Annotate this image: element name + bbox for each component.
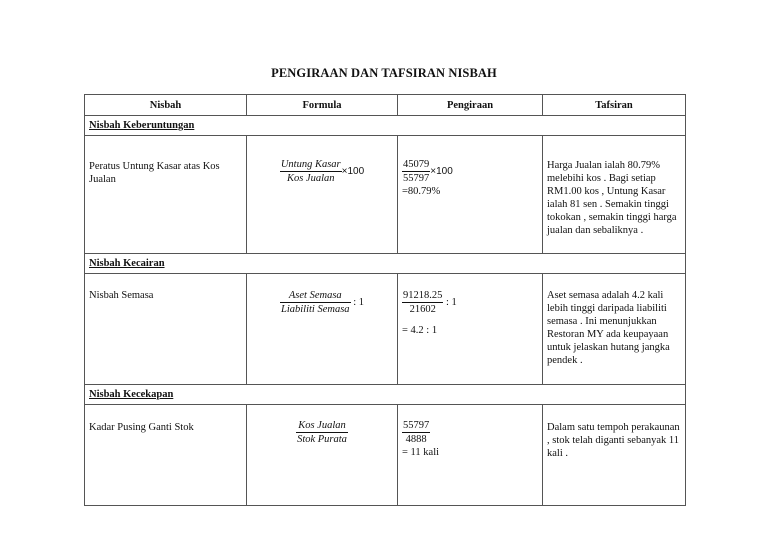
calc-fraction xyxy=(402,419,430,446)
calc-result: = 11 kali xyxy=(402,447,440,458)
ratio-name: Kadar Pusing Ganti Stok xyxy=(85,405,247,506)
formula-fraction xyxy=(296,419,348,446)
formula-fraction xyxy=(280,158,342,185)
formula-fraction xyxy=(280,289,351,316)
tafsiran-text: Aset semasa adalah 4.2 kali lebih tinggi daripada liabiliti semasa . Ini menunjukkan Restoran MY ada keupayaan untuk jelaskan hutang jangka pendek . xyxy=(543,274,686,385)
header-nisbah: Nisbah xyxy=(85,95,247,116)
section-label: Nisbah Kecekapan xyxy=(85,385,686,405)
section-row xyxy=(85,385,686,405)
calc-cell xyxy=(398,136,543,254)
tafsiran-text: Dalam satu tempoh perakaunan , stok telah diganti sebanyak 11 kali . xyxy=(543,405,686,506)
header-tafsiran: Tafsiran xyxy=(543,95,686,116)
section-row xyxy=(85,116,686,136)
ratio-name: Nisbah Semasa xyxy=(85,274,247,385)
calc-result: =80.79% xyxy=(402,186,441,197)
header-pengiraan: Pengiraan xyxy=(398,95,543,116)
section-row xyxy=(85,254,686,274)
formula-cell xyxy=(247,274,398,385)
calc-denominator: 55797 xyxy=(403,173,430,184)
calc-cell xyxy=(398,405,543,506)
table-header-row xyxy=(85,95,686,116)
calc-numerator: 55797 xyxy=(403,420,430,431)
table-row xyxy=(85,136,686,254)
header-formula: Formula xyxy=(247,95,398,116)
calc-numerator: 91218.25 xyxy=(403,290,443,301)
calc-denominator: 4888 xyxy=(405,434,427,445)
formula-numerator: Aset Semasa xyxy=(280,289,351,303)
calc-suffix: : 1 xyxy=(446,296,457,308)
formula-suffix: ×100 xyxy=(341,166,365,177)
calc-fraction xyxy=(402,158,430,185)
ratio-table xyxy=(84,94,686,506)
section-label: Nisbah Keberuntungan xyxy=(85,116,686,136)
formula-numerator: Kos Jualan xyxy=(296,419,348,433)
formula-denominator: Liabiliti Semasa xyxy=(281,304,350,315)
page-title: PENGIRAAN DAN TAFSIRAN NISBAH xyxy=(271,66,497,80)
formula-denominator: Stok Purata xyxy=(297,434,347,445)
formula-suffix: : 1 xyxy=(353,296,364,308)
calc-numerator: 45079 xyxy=(403,159,430,170)
calc-cell xyxy=(398,274,543,385)
formula-cell xyxy=(247,136,398,254)
table-row xyxy=(85,405,686,506)
ratio-name: Peratus Untung Kasar atas Kos Jualan xyxy=(85,136,247,254)
calc-suffix: ×100 xyxy=(430,166,453,177)
section-label: Nisbah Kecairan xyxy=(85,254,686,274)
tafsiran-text: Harga Jualan ialah 80.79% melebihi kos . Bagi setiap RM1.00 kos , Untung Kasar ialah 81 sen . Semakin tinggi tokokan , semakin tinggi harga jualan dan sebaliknya . xyxy=(543,136,686,254)
formula-cell xyxy=(247,405,398,506)
formula-denominator: Kos Jualan xyxy=(286,173,335,184)
table-row xyxy=(85,274,686,385)
calc-denominator: 21602 xyxy=(409,304,436,315)
calc-fraction xyxy=(402,289,443,316)
calc-result: = 4.2 : 1 xyxy=(402,325,438,336)
formula-numerator: Untung Kasar xyxy=(280,159,341,170)
